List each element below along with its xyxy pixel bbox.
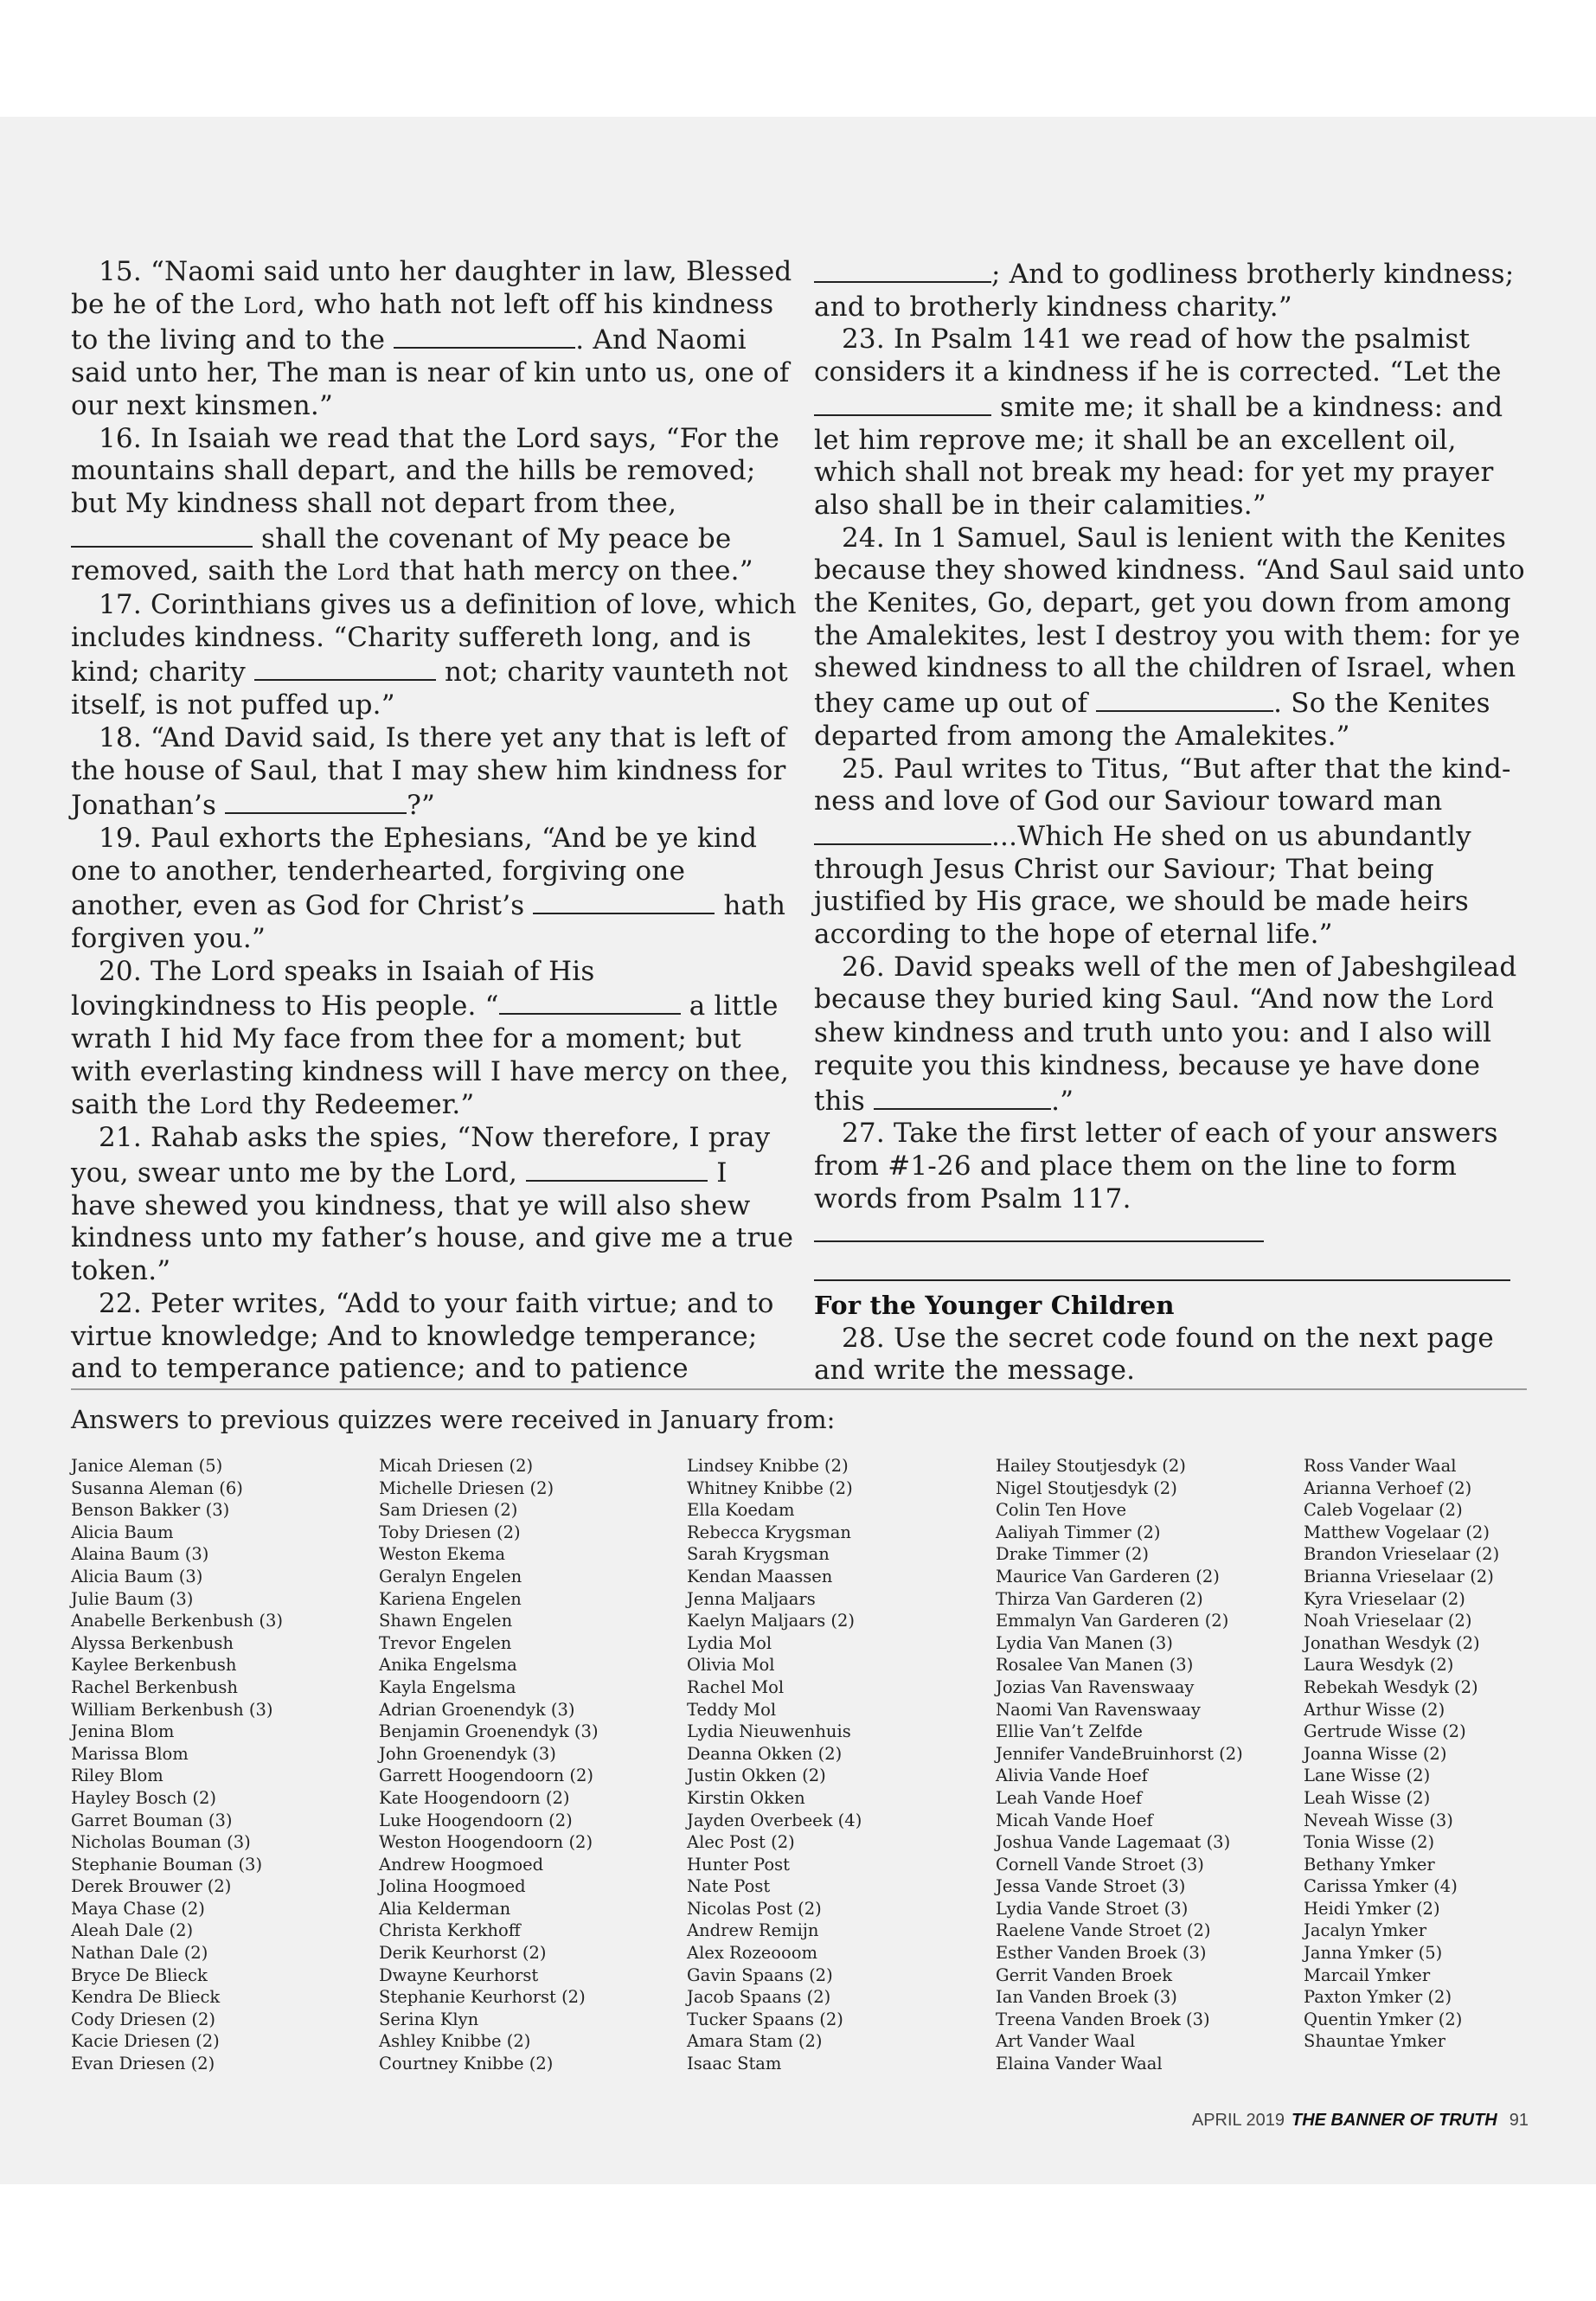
respondent-name: Kyra Vrieselaar (2) (1304, 1588, 1465, 1609)
respondent-name: Lane Wisse (2) (1304, 1766, 1431, 1786)
respondent-name: Tonia Wisse (2) (1304, 1832, 1435, 1853)
respondent-name: Drake Timmer (2) (996, 1544, 1150, 1565)
respondent-name: Rachel Berkenbush (71, 1676, 238, 1697)
respondent-name: Weston Hoogendoorn (2) (379, 1832, 593, 1853)
page-footer (1192, 2111, 1529, 2131)
respondent-name: Trevor Engelen (379, 1632, 512, 1653)
question-22: 22. Peter writes, “Add to your faith virtue; and to virtue knowledge; And to knowledge temperance; and to temperance patience; and to patience (71, 1287, 774, 1385)
quiz-left-column (71, 256, 798, 1386)
answer-blank[interactable] (1096, 685, 1273, 712)
respondent-name: Rosalee Van Manen (3) (996, 1655, 1194, 1676)
respondent-name: Weston Ekema (379, 1544, 506, 1565)
respondent-name: Micah Vande Hoef (996, 1810, 1153, 1830)
respondent-name: Cornell Vande Stroet (3) (996, 1854, 1204, 1875)
respondent-name: Rachel Mol (687, 1676, 785, 1697)
respondent-name: Colin Ten Hove (996, 1500, 1126, 1521)
names-column-1 (71, 1455, 283, 2075)
respondent-name: Heidi Ymker (2) (1304, 1898, 1440, 1919)
question-19: 19. Paul exhorts the Ephesians, “And be ye kind one to another, tenderhearted, forgiving one another, even as God for Christ’s hath forgiven you.” (71, 822, 786, 955)
respondent-name: Derek Brouwer (2) (71, 1876, 232, 1897)
answer-blank[interactable] (814, 256, 991, 283)
respondent-name: Maya Chase (2) (71, 1898, 205, 1919)
respondent-name: Jozias Van Ravenswaay (996, 1676, 1195, 1697)
respondent-name: Ian Vanden Broek (3) (996, 1987, 1177, 2008)
respondent-name: Dwayne Keurhorst (379, 1965, 539, 1985)
respondent-name: Olivia Mol (687, 1655, 775, 1676)
respondent-name: Kaylee Berkenbush (71, 1655, 237, 1676)
respondent-name: Justin Okken (2) (687, 1766, 826, 1786)
respondent-name: Courtney Knibbe (2) (379, 2054, 554, 2074)
respondent-name: Aaliyah Timmer (2) (996, 1522, 1161, 1542)
respondent-name: Anabelle Berkenbush (3) (71, 1611, 284, 1631)
respondent-name: William Berkenbush (3) (71, 1699, 273, 1720)
respondent-name: Nate Post (687, 1876, 771, 1897)
respondent-name: Kendra De Blieck (71, 1987, 221, 2008)
respondent-name: Ella Koedam (687, 1500, 795, 1521)
respondent-name: Riley Blom (71, 1766, 163, 1786)
respondent-name: Joshua Vande Lagemaat (3) (996, 1832, 1231, 1853)
respondent-name: Alex Rozeooom (687, 1943, 818, 1964)
question-16: 16. In Isaiah we read that the Lord says, “For the mountains shall depart, and the hills be removed; but My kindness shall not depart from thee, shall the covenant of My peace be removed, saith the Lord that hath mercy on thee.” (71, 422, 780, 587)
respondent-name: Janice Aleman (5) (71, 1456, 223, 1476)
respondent-name: Benson Bakker (3) (71, 1500, 230, 1521)
question-23: 23. In Psalm 141 we read of how the psalmist considers it a kindness if he is corrected. “Let the smite me; it shall be a kindness: and let him reprove me; it shall be an excellent oil, which shall not break my head: for yet my prayer also shall be in their calamities.” (814, 324, 1503, 521)
respondent-name: Alia Kelderman (379, 1898, 511, 1919)
respondent-name: Sam Driesen (2) (379, 1500, 518, 1521)
names-column-5 (1304, 1455, 1499, 2053)
question-27: 27. Take the first letter of each of your answers from #1-26 and place them on the line to form words from Psalm 117. (814, 1118, 1525, 1290)
respondent-name: Rebecca Krygsman (687, 1522, 851, 1542)
respondent-name: Teddy Mol (687, 1699, 777, 1720)
respondent-name: Naomi Van Ravenswaay (996, 1699, 1201, 1720)
respondent-name: Bethany Ymker (1304, 1854, 1435, 1875)
respondent-name: Garrett Hoogendoorn (2) (379, 1766, 593, 1786)
respondent-name: Ashley Knibbe (2) (379, 2031, 531, 2052)
question-18: 18. “And David said, Is there yet any that is left of the house of Saul, that I may shew him kindness for Jonathan’s ?” (71, 721, 786, 822)
respondent-name: Jacalyn Ymker (1304, 1920, 1427, 1941)
respondent-name: Toby Driesen (2) (379, 1522, 521, 1542)
respondent-name: Isaac Stam (687, 2054, 782, 2074)
respondent-name: Julie Baum (3) (71, 1588, 194, 1609)
section-divider (71, 1388, 1527, 1390)
respondent-name: Thirza Van Garderen (2) (996, 1588, 1203, 1609)
respondent-name: Raelene Vande Stroet (2) (996, 1920, 1211, 1941)
respondent-name: Jacob Spaans (2) (687, 1987, 831, 2008)
respondent-name: Michelle Driesen (2) (379, 1477, 554, 1498)
respondent-name: Derik Keurhorst (2) (379, 1943, 547, 1964)
respondent-name: Andrew Remijn (687, 1920, 819, 1941)
question-20: 20. The Lord speaks in Isaiah of His lovingkindness to His people. “ a little wrath I hid My face from thee for a moment; but with everlasting kindness will I have mercy on thee, saith the Lord thy Redeemer.” (71, 955, 790, 1120)
quiz-right-column (814, 256, 1525, 1388)
question-28: 28. Use the secret code found on the next page and write the message. (814, 1322, 1494, 1387)
names-column-3 (687, 1455, 862, 2075)
respondent-name: Matthew Vogelaar (2) (1304, 1522, 1490, 1542)
respondent-name: Kirstin Okken (687, 1787, 805, 1808)
respondent-name: Nicolas Post (2) (687, 1898, 822, 1919)
respondent-name: Carissa Ymker (4) (1304, 1876, 1458, 1897)
respondent-name: Deanna Okken (2) (687, 1743, 843, 1764)
respondent-name: Adrian Groenendyk (3) (379, 1699, 575, 1720)
respondent-name: Shawn Engelen (379, 1611, 513, 1631)
answer-blank[interactable] (394, 322, 575, 349)
respondent-name: Emmalyn Van Garderen (2) (996, 1611, 1229, 1631)
respondent-name: Micah Driesen (2) (379, 1456, 534, 1476)
respondent-name: Lydia Mol (687, 1632, 772, 1653)
respondent-name: Anika Engelsma (379, 1655, 517, 1676)
respondent-name: Elaina Vander Waal (996, 2054, 1163, 2074)
respondent-name: Nicholas Bouman (3) (71, 1832, 251, 1853)
answer-blank[interactable] (814, 818, 991, 845)
answer-blank[interactable] (526, 1155, 708, 1182)
respondent-name: Marcail Ymker (1304, 1965, 1431, 1985)
question-24: 24. In 1 Samuel, Saul is lenient with the Kenites because they showed kindness. “And Saul said unto the Kenites, Go, depart, get you down from among the Amalekites, lest I destroy you with them: for ye shewed kindness to all the children of Israel, when they came up out of . So the Kenites departed from among the Amalekites.” (814, 522, 1525, 752)
respondent-name: Evan Driesen (2) (71, 2054, 215, 2074)
respondent-name: Jolina Hoogmoed (379, 1876, 526, 1897)
respondent-name: Nathan Dale (2) (71, 1943, 208, 1964)
respondent-name: Christa Kerkhoff (379, 1920, 521, 1941)
respondent-name: Whitney Knibbe (2) (687, 1477, 853, 1498)
respondent-name: Alivia Vande Hoef (996, 1766, 1148, 1786)
respondent-name: Bryce De Blieck (71, 1965, 208, 1985)
respondent-name: Marissa Blom (71, 1743, 189, 1764)
respondent-name: Hayley Bosch (2) (71, 1787, 217, 1808)
respondent-name: Lindsey Knibbe (2) (687, 1456, 849, 1476)
respondent-name: Leah Vande Hoef (996, 1787, 1143, 1808)
answer-blank[interactable] (814, 389, 991, 416)
answers-heading: Answers to previous quizzes were received in January from: (71, 1405, 836, 1434)
answer-blank[interactable] (225, 787, 407, 814)
answer-blank[interactable] (814, 1254, 1510, 1281)
question-26: 26. David speaks well of the men of Jabeshgilead because they buried king Saul. “And now the Lord shew kindness and truth unto you: and I also will requite you this kindness, because ye have done this .” (814, 951, 1517, 1117)
page-number: 91 (1509, 2111, 1529, 2130)
respondent-name: Gertrude Wisse (2) (1304, 1721, 1466, 1742)
magazine-title: THE BANNER OF TRUTH (1291, 2111, 1497, 2130)
question-21: 21. Rahab asks the spies, “Now therefore, I pray you, swear unto me by the Lord, I have shewed you kindness, that ye will also shew kindness unto my father’s house, and give me a true token.” (71, 1122, 794, 1287)
respondent-name: Quentin Ymker (2) (1304, 2009, 1463, 2029)
respondent-name: Kariena Engelen (379, 1588, 522, 1609)
respondent-name: Brianna Vrieselaar (2) (1304, 1566, 1494, 1586)
respondent-name: Kaelyn Maljaars (2) (687, 1611, 856, 1631)
respondent-name: Kacie Driesen (2) (71, 2031, 220, 2052)
respondent-name: Nigel Stoutjesdyk (2) (996, 1477, 1177, 1498)
respondent-name: Ellie Van’t Zelfde (996, 1721, 1143, 1742)
respondent-name: Kayla Engelsma (379, 1676, 516, 1697)
respondent-name: Noah Vrieselaar (2) (1304, 1611, 1472, 1631)
respondent-name: Hunter Post (687, 1854, 790, 1875)
question-17: 17. Corinthians gives us a definition of love, which includes kindness. “Charity suffereth long, and is kind; charity not; charity vaunteth not itself, is not puffed up.” (71, 589, 797, 721)
respondent-name: Jonathan Wesdyk (2) (1304, 1632, 1480, 1653)
respondent-name: Susanna Aleman (6) (71, 1477, 243, 1498)
respondent-name: Lydia Nieuwenhuis (687, 1721, 851, 1742)
respondent-name: Stephanie Bouman (3) (71, 1854, 263, 1875)
respondent-name: Cody Driesen (2) (71, 2009, 216, 2029)
respondent-name: Art Vander Waal (996, 2031, 1136, 2052)
respondent-name: Arianna Verhoef (2) (1304, 1477, 1472, 1498)
question-25: 25. Paul writes to Titus, “But after that the kind-ness and love of God our Saviour toward man ...Which He shed on us abundantly through Jesus Christ our Saviour; That being justified by His grace, we should be made heirs according to the hope of eternal life.” (814, 753, 1511, 951)
respondent-name: Shauntae Ymker (1304, 2031, 1445, 2052)
respondent-name: Neveah Wisse (3) (1304, 1810, 1453, 1830)
question-22-continued: ; And to godliness brotherly kindness; and to brotherly kindness charity.” (814, 256, 1525, 324)
answer-blank[interactable] (254, 654, 436, 681)
answer-blank[interactable] (499, 988, 681, 1015)
respondent-name: Joanna Wisse (2) (1304, 1743, 1447, 1764)
respondent-name: Sarah Krygsman (687, 1544, 830, 1565)
answer-blank[interactable] (533, 888, 715, 914)
respondent-name: Kate Hoogendoorn (2) (379, 1787, 570, 1808)
answer-blank[interactable] (71, 521, 253, 548)
respondent-name: Jennifer VandeBruinhorst (2) (996, 1743, 1243, 1764)
respondent-name: Caleb Vogelaar (2) (1304, 1500, 1463, 1521)
respondent-name: Jessa Vande Stroet (3) (996, 1876, 1186, 1897)
respondent-name: Treena Vanden Broek (3) (996, 2009, 1210, 2029)
respondent-name: Luke Hoogendoorn (2) (379, 1810, 573, 1830)
respondent-name: Laura Wesdyk (2) (1304, 1655, 1454, 1676)
respondent-name: Garret Bouman (3) (71, 1810, 233, 1830)
respondent-name: Jenna Maljaars (687, 1588, 816, 1609)
respondent-name: John Groenendyk (3) (379, 1743, 556, 1764)
respondent-name: Lydia Van Manen (3) (996, 1632, 1173, 1653)
respondent-name: Gavin Spaans (2) (687, 1965, 833, 1985)
respondent-name: Alicia Baum (3) (71, 1566, 203, 1586)
respondent-name: Alec Post (2) (687, 1832, 795, 1853)
answer-blank[interactable] (814, 1215, 1264, 1242)
respondent-name: Benjamin Groenendyk (3) (379, 1721, 599, 1742)
issue-date: APRIL 2019 (1191, 2111, 1285, 2130)
names-column-2 (379, 1455, 599, 2075)
respondent-name: Rebekah Wesdyk (2) (1304, 1676, 1478, 1697)
respondent-name: Kendan Maassen (687, 1566, 833, 1586)
respondent-name: Janna Ymker (5) (1304, 1943, 1443, 1964)
respondent-name: Alaina Baum (3) (71, 1544, 209, 1565)
respondent-name: Jayden Overbeek (4) (687, 1810, 862, 1830)
respondent-name: Ross Vander Waal (1304, 1456, 1457, 1476)
respondent-name: Lydia Vande Stroet (3) (996, 1898, 1189, 1919)
respondent-name: Arthur Wisse (2) (1304, 1699, 1445, 1720)
respondent-name: Paxton Ymker (2) (1304, 1987, 1452, 2008)
younger-children-heading: For the Younger Children (814, 1290, 1175, 1320)
names-column-4 (996, 1455, 1243, 2075)
respondent-name: Gerrit Vanden Broek (996, 1965, 1173, 1985)
respondent-name: Geralyn Engelen (379, 1566, 522, 1586)
respondent-name: Stephanie Keurhorst (2) (379, 1987, 586, 2008)
respondent-name: Alyssa Berkenbush (71, 1632, 234, 1653)
respondent-name: Jenina Blom (71, 1721, 175, 1742)
respondent-name: Serina Klyn (379, 2009, 479, 2029)
respondent-name: Esther Vanden Broek (3) (996, 1943, 1207, 1964)
question-15: 15. “Naomi said unto her daughter in law, Blessed be he of the Lord, who hath not left off his kindness to the living and to the . And Naomi said unto her, The man is near of kin unto us, one of our next kinsmen.” (71, 256, 792, 421)
answer-blank[interactable] (874, 1083, 1051, 1110)
respondent-name: Aleah Dale (2) (71, 1920, 194, 1941)
respondent-name: Tucker Spaans (2) (687, 2009, 843, 2029)
respondent-name: Hailey Stoutjesdyk (2) (996, 1456, 1186, 1476)
respondent-name: Andrew Hoogmoed (379, 1854, 544, 1875)
respondent-name: Leah Wisse (2) (1304, 1787, 1431, 1808)
respondent-name: Brandon Vrieselaar (2) (1304, 1544, 1500, 1565)
respondent-name: Amara Stam (2) (687, 2031, 823, 2052)
respondent-name: Maurice Van Garderen (2) (996, 1566, 1220, 1586)
respondent-name: Alicia Baum (71, 1522, 174, 1542)
